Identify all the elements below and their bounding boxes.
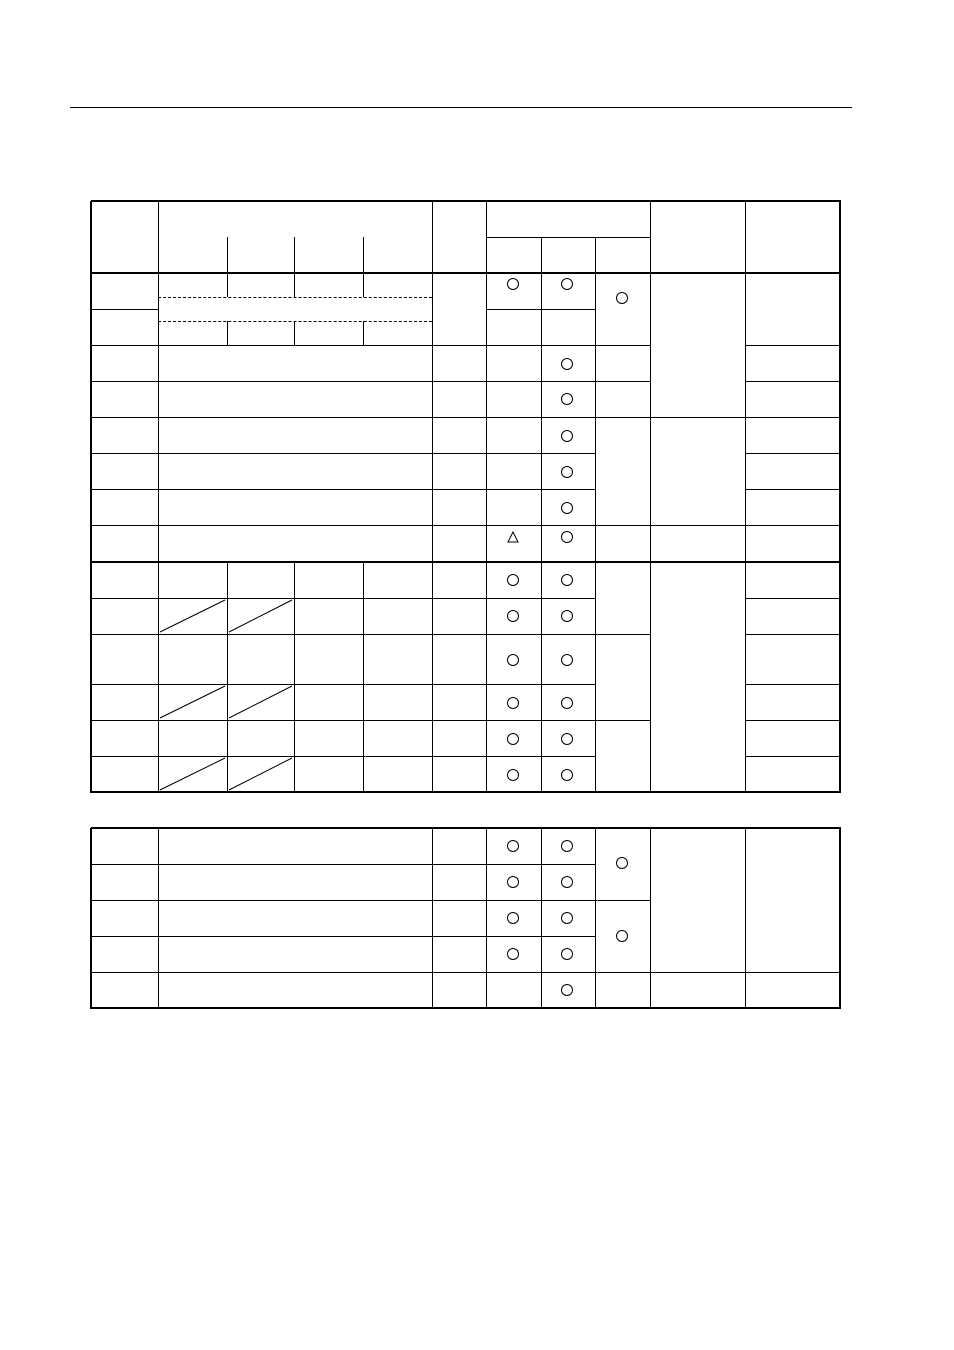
table-rule bbox=[363, 598, 364, 634]
table-rule bbox=[745, 598, 840, 599]
table-rule bbox=[486, 237, 650, 238]
table-rule bbox=[158, 828, 159, 1008]
circle-mark bbox=[561, 610, 573, 622]
header-rule bbox=[70, 107, 852, 108]
table-rule bbox=[91, 900, 650, 901]
header-bottom-rule bbox=[91, 272, 840, 274]
table-rule bbox=[91, 525, 840, 526]
table-rule bbox=[227, 321, 228, 345]
table-rule bbox=[363, 562, 364, 598]
circle-mark bbox=[616, 292, 628, 304]
table-rule bbox=[363, 321, 364, 345]
table-rule bbox=[745, 828, 746, 1008]
table-rule bbox=[294, 562, 295, 598]
table-rule bbox=[227, 273, 228, 297]
table-rule bbox=[294, 321, 295, 345]
triangle-mark bbox=[507, 531, 519, 543]
table-rule bbox=[745, 720, 840, 721]
table-rule bbox=[294, 684, 295, 720]
table-rule bbox=[91, 345, 650, 346]
table-rule bbox=[294, 273, 295, 297]
table-rule bbox=[91, 417, 840, 418]
table-rule bbox=[363, 634, 364, 684]
table-rule bbox=[745, 756, 840, 757]
diagonal-strike bbox=[227, 756, 294, 792]
circle-mark bbox=[507, 948, 519, 960]
circle-mark bbox=[561, 502, 573, 514]
circle-mark bbox=[616, 930, 628, 942]
table-border bbox=[91, 1007, 841, 1009]
table-rule bbox=[91, 381, 650, 382]
table-rule bbox=[227, 237, 228, 273]
table-rule bbox=[363, 273, 364, 297]
table-rule bbox=[294, 598, 295, 634]
circle-mark bbox=[561, 912, 573, 924]
table-border bbox=[90, 828, 92, 1009]
table-rule bbox=[294, 237, 295, 273]
table-rule bbox=[227, 720, 228, 756]
table-rule bbox=[363, 756, 364, 792]
table-rule bbox=[541, 237, 542, 792]
circle-mark bbox=[507, 912, 519, 924]
table-rule bbox=[745, 489, 840, 490]
circle-mark bbox=[561, 393, 573, 405]
circle-mark bbox=[561, 430, 573, 442]
circle-mark bbox=[561, 531, 573, 543]
table-rule bbox=[91, 453, 595, 454]
table-rule bbox=[595, 237, 596, 792]
circle-mark bbox=[507, 769, 519, 781]
table-border bbox=[91, 200, 841, 202]
table-rule bbox=[91, 309, 158, 310]
circle-mark bbox=[561, 574, 573, 586]
table-rule bbox=[227, 634, 228, 684]
dashed-rule bbox=[158, 321, 432, 322]
circle-mark bbox=[561, 769, 573, 781]
table-border bbox=[839, 828, 841, 1009]
circle-mark bbox=[561, 358, 573, 370]
table-rule bbox=[486, 201, 487, 792]
table-rule bbox=[363, 684, 364, 720]
circle-mark bbox=[616, 857, 628, 869]
diagonal-strike bbox=[158, 598, 227, 634]
table-rule bbox=[486, 309, 595, 310]
circle-mark bbox=[507, 840, 519, 852]
table-rule bbox=[91, 489, 595, 490]
table-rule bbox=[432, 828, 433, 1008]
section-rule bbox=[91, 561, 840, 563]
circle-mark bbox=[507, 654, 519, 666]
diagonal-strike bbox=[158, 756, 227, 792]
circle-mark bbox=[561, 984, 573, 996]
circle-mark bbox=[561, 278, 573, 290]
table-rule bbox=[363, 237, 364, 273]
table-rule bbox=[745, 381, 840, 382]
circle-mark bbox=[507, 610, 519, 622]
diagonal-strike bbox=[227, 598, 294, 634]
table-rule bbox=[432, 201, 433, 792]
table-rule bbox=[745, 684, 840, 685]
table-rule bbox=[91, 864, 595, 865]
circle-mark bbox=[507, 278, 519, 290]
table-rule bbox=[91, 972, 840, 973]
circle-mark bbox=[561, 654, 573, 666]
circle-mark bbox=[561, 840, 573, 852]
table-rule bbox=[486, 828, 487, 1008]
table-rule bbox=[745, 201, 746, 792]
table-rule bbox=[650, 828, 651, 1008]
table-rule bbox=[650, 201, 651, 792]
circle-mark bbox=[561, 948, 573, 960]
table-rule bbox=[745, 345, 840, 346]
diagonal-strike bbox=[227, 684, 294, 720]
circle-mark bbox=[507, 733, 519, 745]
table-border bbox=[839, 201, 841, 793]
table-rule bbox=[91, 634, 650, 635]
circle-mark bbox=[561, 466, 573, 478]
circle-mark bbox=[561, 733, 573, 745]
circle-mark bbox=[507, 574, 519, 586]
table-rule bbox=[294, 634, 295, 684]
table-rule bbox=[745, 453, 840, 454]
table-border bbox=[91, 827, 841, 829]
dashed-rule bbox=[158, 297, 432, 298]
table-rule bbox=[227, 562, 228, 598]
diagonal-strike bbox=[158, 684, 227, 720]
table-rule bbox=[541, 828, 542, 1008]
circle-mark bbox=[507, 697, 519, 709]
circle-mark bbox=[561, 697, 573, 709]
table-rule bbox=[294, 756, 295, 792]
table-rule bbox=[294, 720, 295, 756]
table-rule bbox=[91, 936, 595, 937]
circle-mark bbox=[561, 876, 573, 888]
table-border bbox=[90, 201, 92, 793]
table-rule bbox=[745, 634, 840, 635]
circle-mark bbox=[507, 876, 519, 888]
table-rule bbox=[91, 720, 650, 721]
table-rule bbox=[363, 720, 364, 756]
table-rule bbox=[595, 828, 596, 1008]
